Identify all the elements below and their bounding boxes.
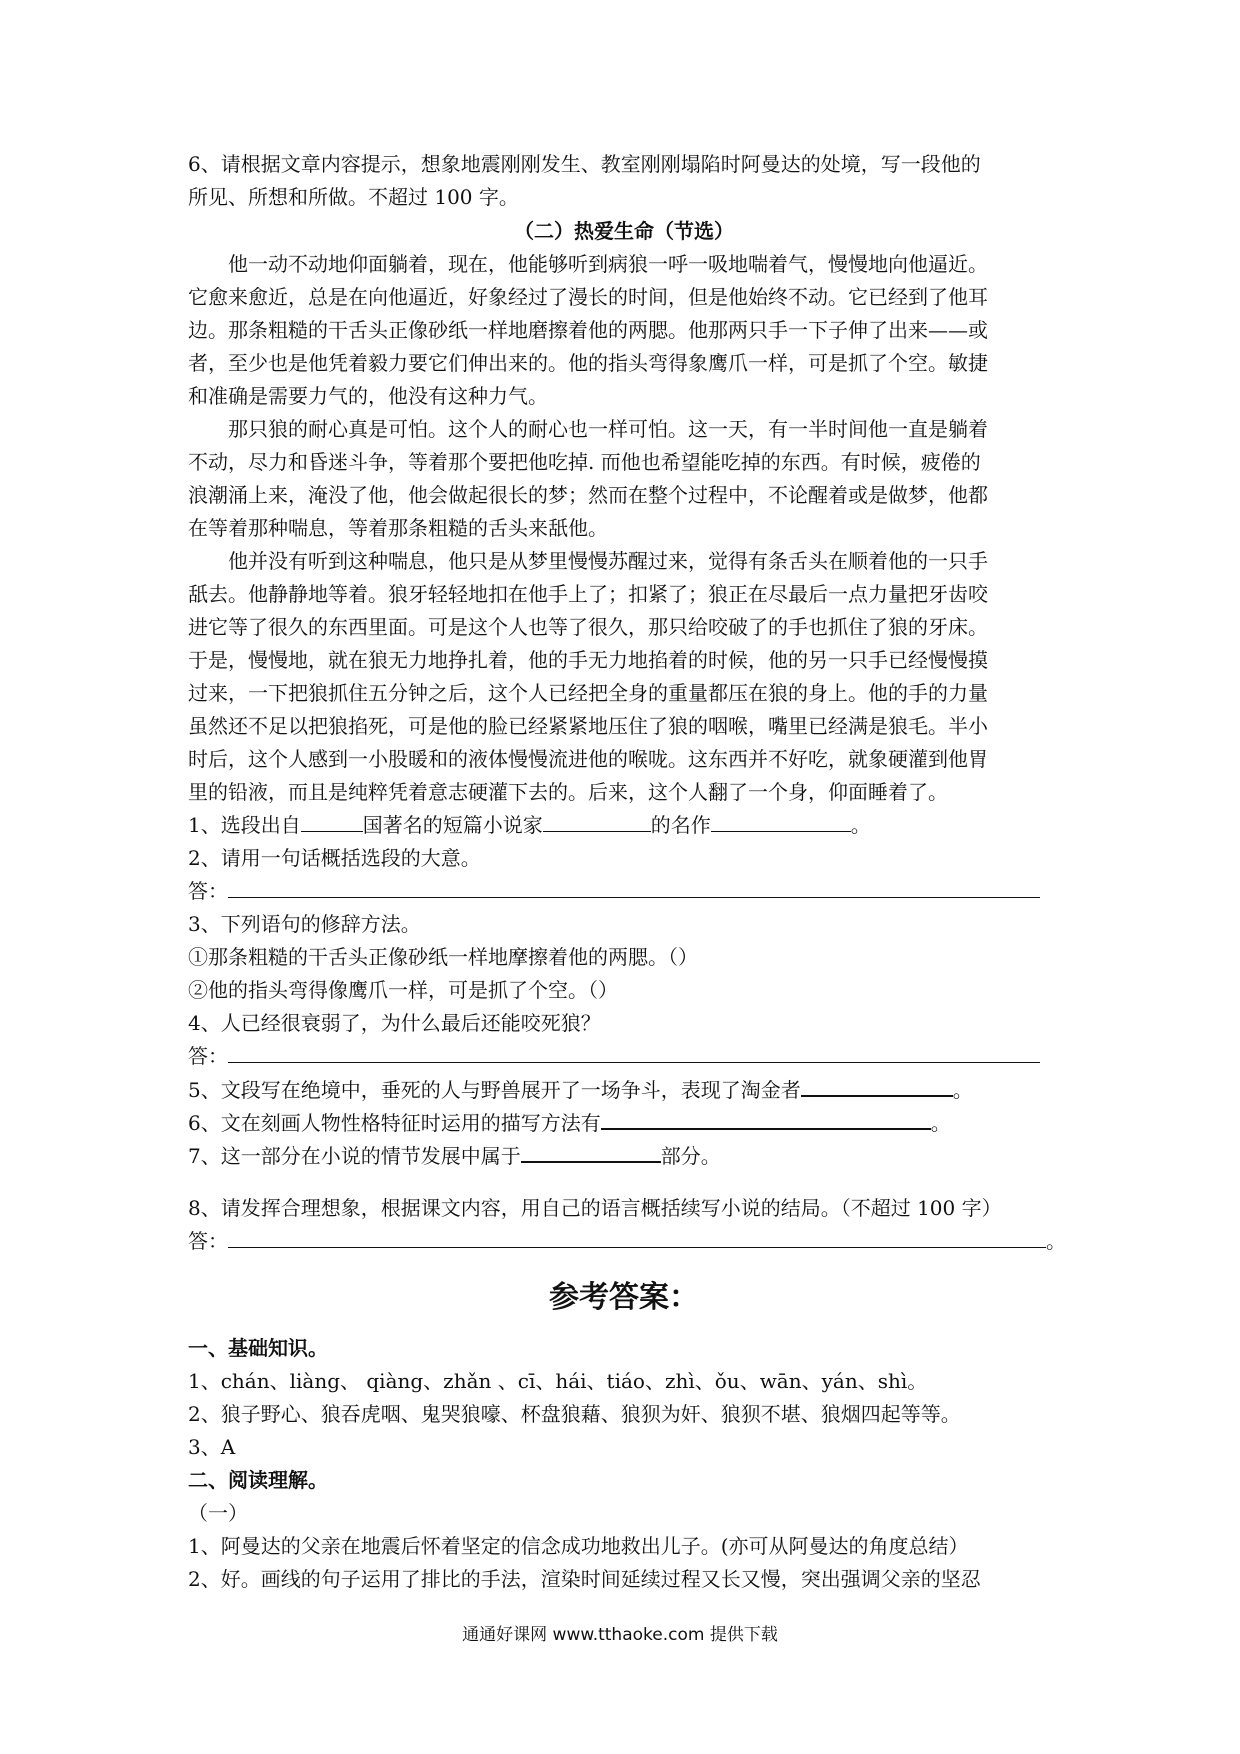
question-3: 3、下列语句的修辞方法。 [188, 912, 421, 936]
passage-line: 进它等了很久的东西里面。可是这个人也等了很久，那只给咬破了的手也抓住了狼的牙床。 [188, 615, 988, 639]
question-6-text-a: 6、文在刻画人物性格特征时运用的描写方法有 [188, 1111, 601, 1135]
question-1 [188, 809, 1060, 842]
answer-label: 答： [188, 879, 228, 903]
passage-line: 于是，慢慢地，就在狼无力地挣扎着，他的手无力地掐着的时候，他的另一只手已经慢慢摸 [188, 648, 988, 672]
prev-question-6-line-1: 6、请根据文章内容提示，想象地震刚刚发生、教室刚刚塌陷时阿曼达的处境，写一段他的 [188, 152, 981, 176]
answer-label: 答： [188, 1229, 228, 1253]
passage-line: 边。那条粗糙的干舌头正像砂纸一样地磨擦着他的两腮。他那两只手一下子伸了出来——或 [188, 318, 988, 342]
passage [188, 248, 1060, 809]
question-6 [188, 1106, 1060, 1139]
answers-part-2-heading: 二、阅读理解。 [188, 1468, 328, 1492]
question-6-blank[interactable] [601, 1106, 931, 1130]
passage-line: 里的铅液，而且是纯粹凭着意志硬灌下去的。后来，这个人翻了一个身，仰面睡着了。 [188, 780, 948, 804]
section-title: （二）热爱生命（节选） [514, 219, 734, 243]
answer-1: 1、chán、liàng、 qiàng、zhǎn 、cī、hái、tiáo、zhì、ǒu、wān、yán、shì。 [188, 1369, 928, 1393]
question-1-text-d: 。 [850, 813, 871, 837]
answers-part-1-heading: 一、基础知识。 [188, 1336, 328, 1360]
question-4: 4、人已经很衰弱了，为什么最后还能咬死狼？ [188, 1011, 601, 1035]
question-2-answer-line[interactable] [228, 875, 1040, 898]
passage-line: 和准确是需要力气的，他没有这种力气。 [188, 384, 548, 408]
passage-line: 者，至少也是他凭着毅力要它们伸出来的。他的指头弯得象鹰爪一样，可是抓了个空。敏捷 [188, 351, 988, 375]
question-1-text-a: 1、选段出自 [188, 813, 301, 837]
question-6-text-b: 。 [930, 1111, 951, 1135]
passage-line: 在等着那种喘息，等着那条粗糙的舌头来舐他。 [188, 516, 608, 540]
question-7-text-a: 7、这一部分在小说的情节发展中属于 [188, 1144, 521, 1168]
question-4-answer-line[interactable] [228, 1040, 1040, 1063]
question-1-blank-country[interactable] [301, 809, 363, 832]
question-8-end: 。 [1046, 1229, 1066, 1253]
answer-label: 答： [188, 1044, 228, 1068]
question-5-text-b: 。 [952, 1078, 973, 1102]
question-8-answer-line[interactable] [228, 1225, 1046, 1248]
passage-line: 虽然还不足以把狼掐死，可是他的脸已经紧紧地压住了狼的咽喉，嘴里已经满是狼毛。半小 [188, 714, 988, 738]
answer-2: 2、狼子野心、狼吞虎咽、鬼哭狼嚎、杯盘狼藉、狼狈为奸、狼狈不堪、狼烟四起等等。 [188, 1402, 961, 1426]
question-8-answer [188, 1225, 1066, 1258]
question-1-blank-work[interactable] [711, 809, 851, 832]
answers-subsection-1: （一） [188, 1501, 248, 1525]
question-5-blank[interactable] [801, 1073, 953, 1097]
question-5 [188, 1073, 1060, 1106]
reading-answer-1: 1、阿曼达的父亲在地震后怀着坚定的信念成功地救出儿子。(亦可从阿曼达的角度总结） [188, 1534, 969, 1558]
question-1-text-b: 国著名的短篇小说家 [362, 813, 543, 837]
passage-line: 不动，尽力和昏迷斗争，等着那个要把他吃掉. 而他也希望能吃掉的东西。有时候，疲倦的 [188, 450, 981, 474]
question-7 [188, 1139, 1060, 1172]
spacer [188, 1172, 1060, 1192]
prev-question-6-line-2: 所见、所想和所做。不超过 100 字。 [188, 185, 519, 209]
reading-answer-2: 2、好。画线的句子运用了排比的手法，渲染时间延续过程又长又慢，突出强调父亲的坚忍 [188, 1567, 981, 1591]
passage-line: 舐去。他静静地等着。狼牙轻轻地扣在他手上了；扣紧了；狼正在尽最后一点力量把牙齿咬 [188, 582, 988, 606]
question-1-text-c: 的名作 [650, 813, 711, 837]
passage-line: 他一动不动地仰面躺着，现在，他能够听到病狼一呼一吸地喘着气，慢慢地向他逼近。 [228, 252, 988, 276]
question-3-item-2: ②他的指头弯得像鹰爪一样，可是抓了个空。（） [188, 978, 618, 1002]
answers-title: 参考答案： [549, 1280, 699, 1315]
page-footer: 通通好课网 www.tthaoke.com 提供下载 [462, 1625, 778, 1645]
passage-line: 它愈来愈近，总是在向他逼近，好象经过了漫长的时间，但是他始终不动。它已经到了他耳 [188, 285, 988, 309]
answer-3: 3、A [188, 1435, 236, 1459]
passage-line: 他并没有听到这种喘息，他只是从梦里慢慢苏醒过来，觉得有条舌头在顺着他的一只手 [228, 549, 988, 573]
passage-line: 那只狼的耐心真是可怕。这个人的耐心也一样可怕。这一天，有一半时间他一直是躺着 [228, 417, 988, 441]
question-2: 2、请用一句话概括选段的大意。 [188, 846, 481, 870]
question-7-blank[interactable] [521, 1139, 661, 1163]
question-1-blank-author[interactable] [543, 809, 651, 832]
question-7-text-b: 部分。 [660, 1144, 721, 1168]
question-3-item-1: ①那条粗糙的干舌头正像砂纸一样地摩擦着他的两腮。（） [188, 945, 698, 969]
passage-line: 浪潮涌上来，淹没了他，他会做起很长的梦；然而在整个过程中，不论醒着或是做梦，他都 [188, 483, 988, 507]
question-4-answer [188, 1040, 1060, 1073]
question-2-answer [188, 875, 1060, 908]
question-5-text-a: 5、文段写在绝境中，垂死的人与野兽展开了一场争斗，表现了淘金者 [188, 1078, 801, 1102]
question-8: 8、请发挥合理想象，根据课文内容，用自己的语言概括续写小说的结局。（不超过 100 字） [188, 1196, 1002, 1220]
passage-line: 时后，这个人感到一小股暖和的液体慢慢流进他的喉咙。这东西并不好吃，就象硬灌到他胃 [188, 747, 988, 771]
page-content [188, 148, 1066, 1596]
passage-line: 过来，一下把狼抓住五分钟之后，这个人已经把全身的重量都压在狼的身上。他的手的力量 [188, 681, 988, 705]
